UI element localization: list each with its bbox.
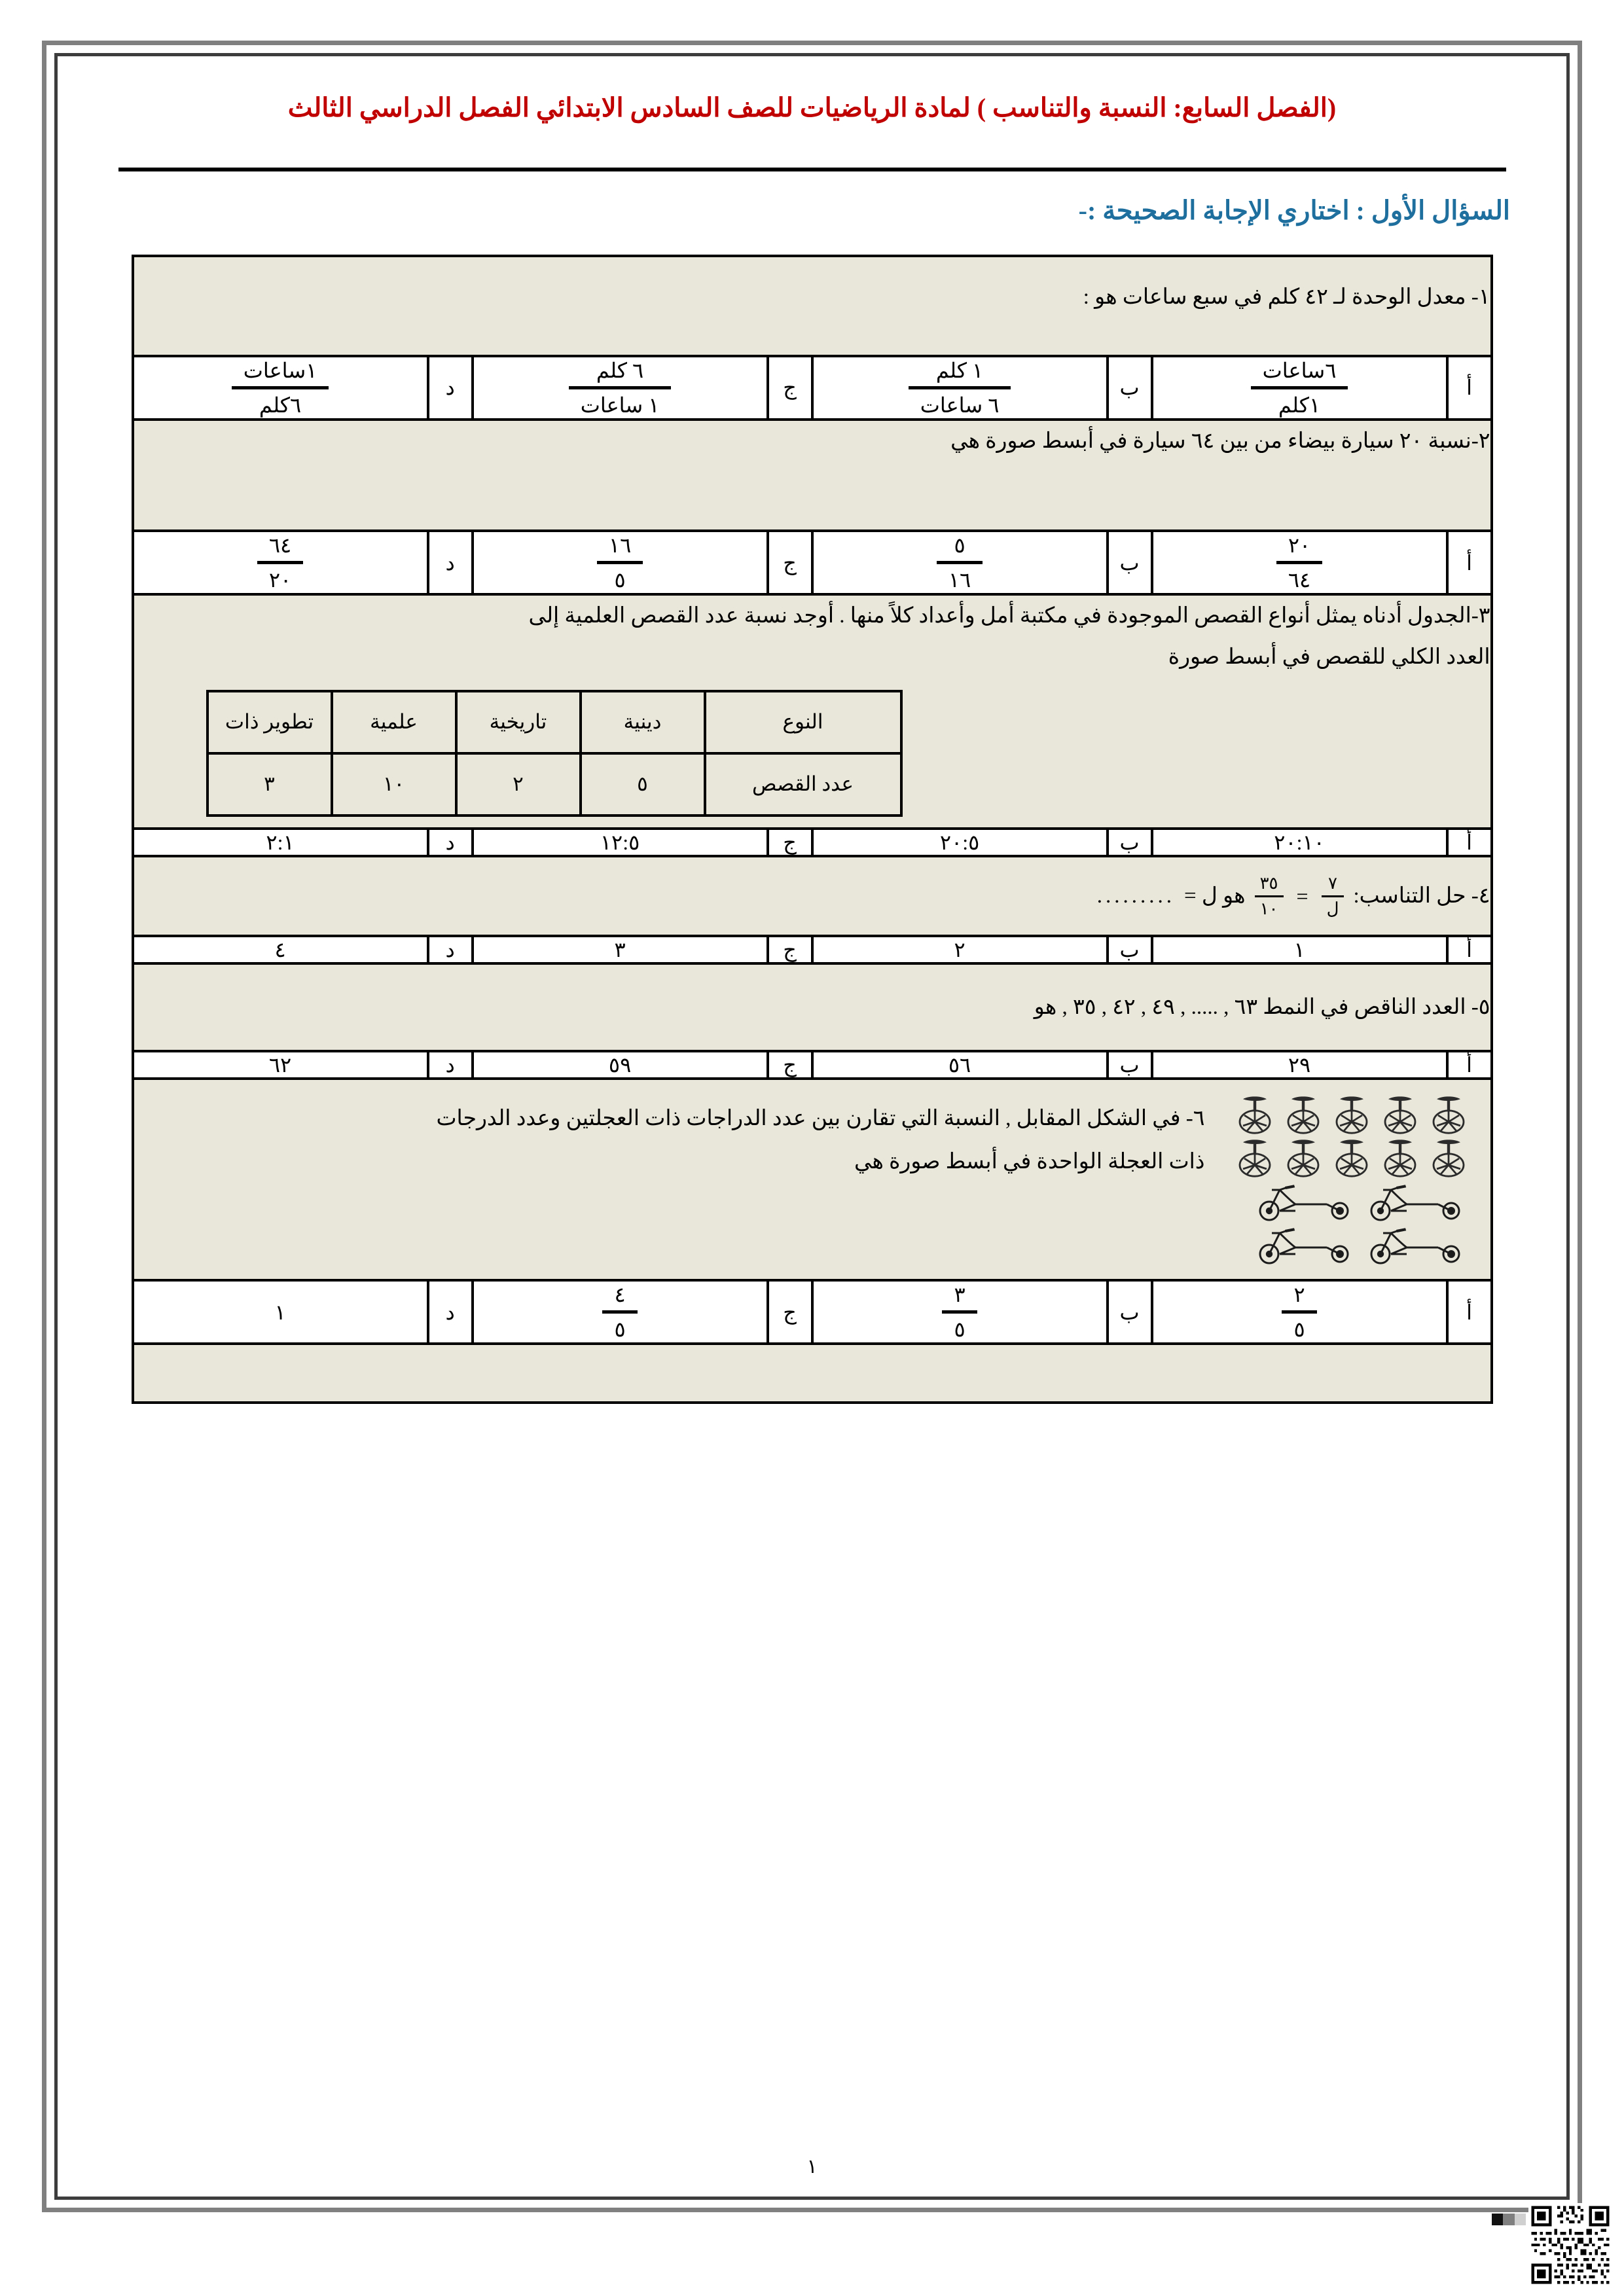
option-letter-2c: ج (768, 531, 812, 594)
options-row-3 (133, 829, 1492, 856)
bicycle-icon (1251, 1181, 1361, 1221)
fraction-1c (569, 357, 672, 418)
stories-table (206, 690, 903, 817)
fraction-1d (232, 357, 329, 418)
option-letter-1a: أ (1447, 356, 1492, 420)
stories-header-row (208, 691, 901, 753)
question-block-4 (133, 856, 1492, 936)
option-letter-1c: ج (768, 356, 812, 420)
unicycle-icon (1280, 1138, 1327, 1178)
question-text-4-prefix: ٤- حل التناسب: (1353, 884, 1490, 908)
stories-col-header-2: علمية (332, 691, 456, 753)
question-row-3 (133, 594, 1492, 828)
option-value-2d[interactable] (133, 531, 428, 594)
option-letter-4b: ب (1108, 936, 1152, 963)
option-value-1a[interactable] (1152, 356, 1447, 420)
bicycle-icon (1251, 1224, 1361, 1265)
fraction-numerator: ١٦ (608, 533, 632, 558)
option-value-6a[interactable] (1152, 1280, 1447, 1344)
fraction-2d (257, 532, 303, 593)
fraction-denominator: ١ ساعات (569, 386, 672, 418)
question-text-1: ١- معدل الوحدة لـ ٤٢ كلم في سبع ساعات هو : (133, 256, 1492, 356)
question-text-4-suffix: هو ل = (1184, 884, 1246, 908)
unicycle-icon (1377, 1138, 1424, 1178)
bicycle-icon (1362, 1181, 1472, 1221)
stories-col-header-3: تطوير ذات (208, 691, 332, 753)
fraction-denominator: ٦ ساعات (909, 386, 1011, 418)
page-outer-frame (42, 41, 1582, 2212)
fraction-numerator: ٢ (1293, 1283, 1305, 1307)
page-content (58, 56, 1566, 2197)
option-value-1b[interactable] (812, 356, 1108, 420)
option-value-3b[interactable]: ٢٠:٥ (812, 829, 1108, 856)
fraction-6c (602, 1282, 637, 1342)
section-title-question-one: السؤال الأول : اختاري الإجابة الصحيحة :- (1078, 196, 1510, 225)
option-value-4b[interactable]: ٢ (812, 936, 1108, 963)
option-value-5b[interactable]: ٥٦ (812, 1051, 1108, 1079)
fraction-numerator: ١ساعات (243, 358, 317, 382)
question-text-3-line1: ٣-الجدول أدناه يمثل أنواع القصص الموجودة في مكتبة أمل وأعداد كلاً منها . أوجد نسبة عدد القصص العلمية إلى (528, 604, 1490, 628)
option-value-3c[interactable]: ١٢:٥ (473, 829, 768, 856)
fraction-1a (1251, 357, 1348, 418)
option-letter-1d: د (428, 356, 473, 420)
fraction-numerator: ٦٤ (268, 533, 292, 558)
fraction-2b (937, 532, 983, 593)
option-value-6b[interactable] (812, 1280, 1108, 1344)
option-value-2b[interactable] (812, 531, 1108, 594)
qr-gray-marks (1492, 2214, 1526, 2225)
fraction-numerator: ٦ساعات (1262, 358, 1337, 382)
fraction-4-right (1255, 873, 1284, 920)
unicycle-icon (1280, 1094, 1327, 1135)
option-value-2c[interactable] (473, 531, 768, 594)
stories-count-2: ١٠ (332, 753, 456, 816)
option-letter-5d: د (428, 1051, 473, 1079)
option-letter-5c: ج (768, 1051, 812, 1079)
option-value-5a[interactable]: ٢٩ (1152, 1051, 1447, 1079)
question-row-4 (133, 856, 1492, 936)
trailing-blank-row (133, 1344, 1492, 1403)
fraction-2c (597, 532, 643, 593)
unicycle-row-1 (1231, 1094, 1472, 1135)
unicycle-icon (1328, 1138, 1375, 1178)
option-value-1d[interactable] (133, 356, 428, 420)
question-text-3-line2: العدد الكلي للقصص في أبسط صورة (1168, 645, 1490, 670)
option-letter-3d: د (428, 829, 473, 856)
option-value-5c[interactable]: ٥٩ (473, 1051, 768, 1079)
cycles-illustration (1229, 1080, 1490, 1279)
fraction-denominator: ١٠ (1255, 895, 1284, 920)
fraction-4-left (1322, 873, 1344, 920)
question-text-5: ٥- العدد الناقص في النمط ٦٣ , ..... , ٤٩ , ٤٢ , ٣٥ , هو (133, 963, 1492, 1052)
question-row-2 (133, 420, 1492, 531)
fraction-denominator: ل (1322, 895, 1344, 920)
fraction-denominator: ٥ (597, 561, 643, 593)
fraction-denominator: ٥ (1282, 1310, 1316, 1342)
stories-count-0: ٥ (581, 753, 705, 816)
question-6-layout (134, 1080, 1490, 1279)
qr-code[interactable] (1528, 2203, 1612, 2287)
option-value-4d[interactable]: ٤ (133, 936, 428, 963)
bicycle-icon (1362, 1224, 1472, 1265)
fraction-numerator: ٥ (954, 533, 965, 558)
question-block-3 (133, 594, 1492, 828)
options-row-4 (133, 936, 1492, 963)
fraction-numerator: ٢٠ (1288, 533, 1311, 558)
answer-blank-4: ......... (1096, 884, 1176, 908)
option-value-3d[interactable]: ٢:١ (133, 829, 428, 856)
question-text-2: ٢-نسبة ٢٠ سيارة بيضاء من بين ٦٤ سيارة في أبسط صورة هي (133, 420, 1492, 531)
page-number: ١ (806, 2156, 818, 2178)
unicycle-icon (1377, 1094, 1424, 1135)
option-value-6c[interactable] (473, 1280, 768, 1344)
qr-mark-mid (1503, 2214, 1514, 2225)
stories-col-header-1: تاريخية (456, 691, 581, 753)
option-letter-5a: أ (1447, 1051, 1492, 1079)
qr-mark-dark (1492, 2214, 1503, 2225)
fraction-numerator: ٣٥ (1259, 873, 1278, 893)
option-letter-5b: ب (1108, 1051, 1152, 1079)
option-value-6d[interactable]: ١ (133, 1280, 428, 1344)
fraction-numerator: ٣ (954, 1283, 965, 1307)
fraction-numerator: ٤ (614, 1283, 626, 1307)
unicycle-icon (1425, 1094, 1472, 1135)
question-row-5 (133, 963, 1492, 1052)
fraction-2a (1276, 532, 1322, 593)
options-row-5 (133, 1051, 1492, 1079)
question-block-6 (133, 1079, 1492, 1280)
bicycle-row-2 (1251, 1224, 1472, 1265)
stories-row-label-count: عدد القصص (705, 753, 901, 816)
trailing-blank-cell (133, 1344, 1492, 1403)
option-letter-6a: أ (1447, 1280, 1492, 1344)
option-letter-3b: ب (1108, 829, 1152, 856)
fraction-6b (942, 1282, 977, 1342)
stories-col-header-0: دينية (581, 691, 705, 753)
fraction-numerator: ١ كلم (935, 358, 984, 382)
question-row-1 (133, 256, 1492, 356)
stories-counts-row (208, 753, 901, 816)
stories-count-1: ٢ (456, 753, 581, 816)
question-row-6 (133, 1079, 1492, 1280)
unicycle-row-2 (1231, 1138, 1472, 1178)
fraction-numerator: ٦ كلم (596, 358, 644, 382)
option-letter-2b: ب (1108, 531, 1152, 594)
option-letter-2d: د (428, 531, 473, 594)
qr-code-svg (1528, 2203, 1612, 2287)
stories-table-wrap (134, 678, 1490, 821)
quiz-table (132, 255, 1493, 1404)
option-letter-2a: أ (1447, 531, 1492, 594)
question-text-6-line1: ٦- في الشكل المقابل , النسبة التي تقارن بين عدد الدراجات ذات العجلتين وعدد الدرجات (436, 1107, 1205, 1131)
qr-mark-light (1515, 2214, 1526, 2225)
option-letter-3c: ج (768, 829, 812, 856)
fraction-denominator: ٥ (942, 1310, 977, 1342)
fraction-denominator: ١٦ (937, 561, 983, 593)
option-value-5d[interactable]: ٦٢ (133, 1051, 428, 1079)
equals-sign-4a: = (1296, 884, 1308, 908)
fraction-denominator: ١كلم (1251, 386, 1348, 418)
unicycle-icon (1231, 1094, 1278, 1135)
option-letter-6b: ب (1108, 1280, 1152, 1344)
option-letter-6d: د (428, 1280, 473, 1344)
option-letter-4c: ج (768, 936, 812, 963)
proportion-expression-4 (134, 867, 1490, 925)
bicycle-row-1 (1251, 1181, 1472, 1221)
fraction-denominator: ٦كلم (232, 386, 329, 418)
option-value-1c[interactable] (473, 356, 768, 420)
option-letter-4a: أ (1447, 936, 1492, 963)
option-value-3a[interactable]: ٢٠:١٠ (1152, 829, 1447, 856)
option-value-2a[interactable] (1152, 531, 1447, 594)
fraction-numerator: ٧ (1328, 873, 1337, 893)
unicycle-icon (1231, 1138, 1278, 1178)
option-letter-4d: د (428, 936, 473, 963)
cycle-grid (1240, 1094, 1472, 1265)
unicycle-icon (1425, 1138, 1472, 1178)
options-row-6 (133, 1280, 1492, 1344)
options-row-1 (133, 356, 1492, 420)
options-row-2 (133, 531, 1492, 594)
unicycle-icon (1328, 1094, 1375, 1135)
fraction-denominator: ٥ (602, 1310, 637, 1342)
option-value-4a[interactable]: ١ (1152, 936, 1447, 963)
option-letter-3a: أ (1447, 829, 1492, 856)
page-inner-frame (54, 53, 1570, 2200)
stories-row-label-type: النوع (705, 691, 901, 753)
fraction-1b (909, 357, 1011, 418)
stories-count-3: ٣ (208, 753, 332, 816)
fraction-denominator: ٢٠ (257, 561, 303, 593)
document-header-title: (الفصل السابع: النسبة والتناسب ) لمادة الرياضيات للصف السادس الابتدائي الفصل الدراسي الثالث (287, 93, 1337, 122)
question-text-6-line2: ذات العجلة الواحدة في أبسط صورة هي (854, 1150, 1205, 1174)
question-text-6 (134, 1080, 1229, 1200)
option-letter-1b: ب (1108, 356, 1152, 420)
option-letter-6c: ج (768, 1280, 812, 1344)
fraction-denominator: ٦٤ (1276, 561, 1322, 593)
fraction-6a (1282, 1282, 1316, 1342)
option-value-4c[interactable]: ٣ (473, 936, 768, 963)
